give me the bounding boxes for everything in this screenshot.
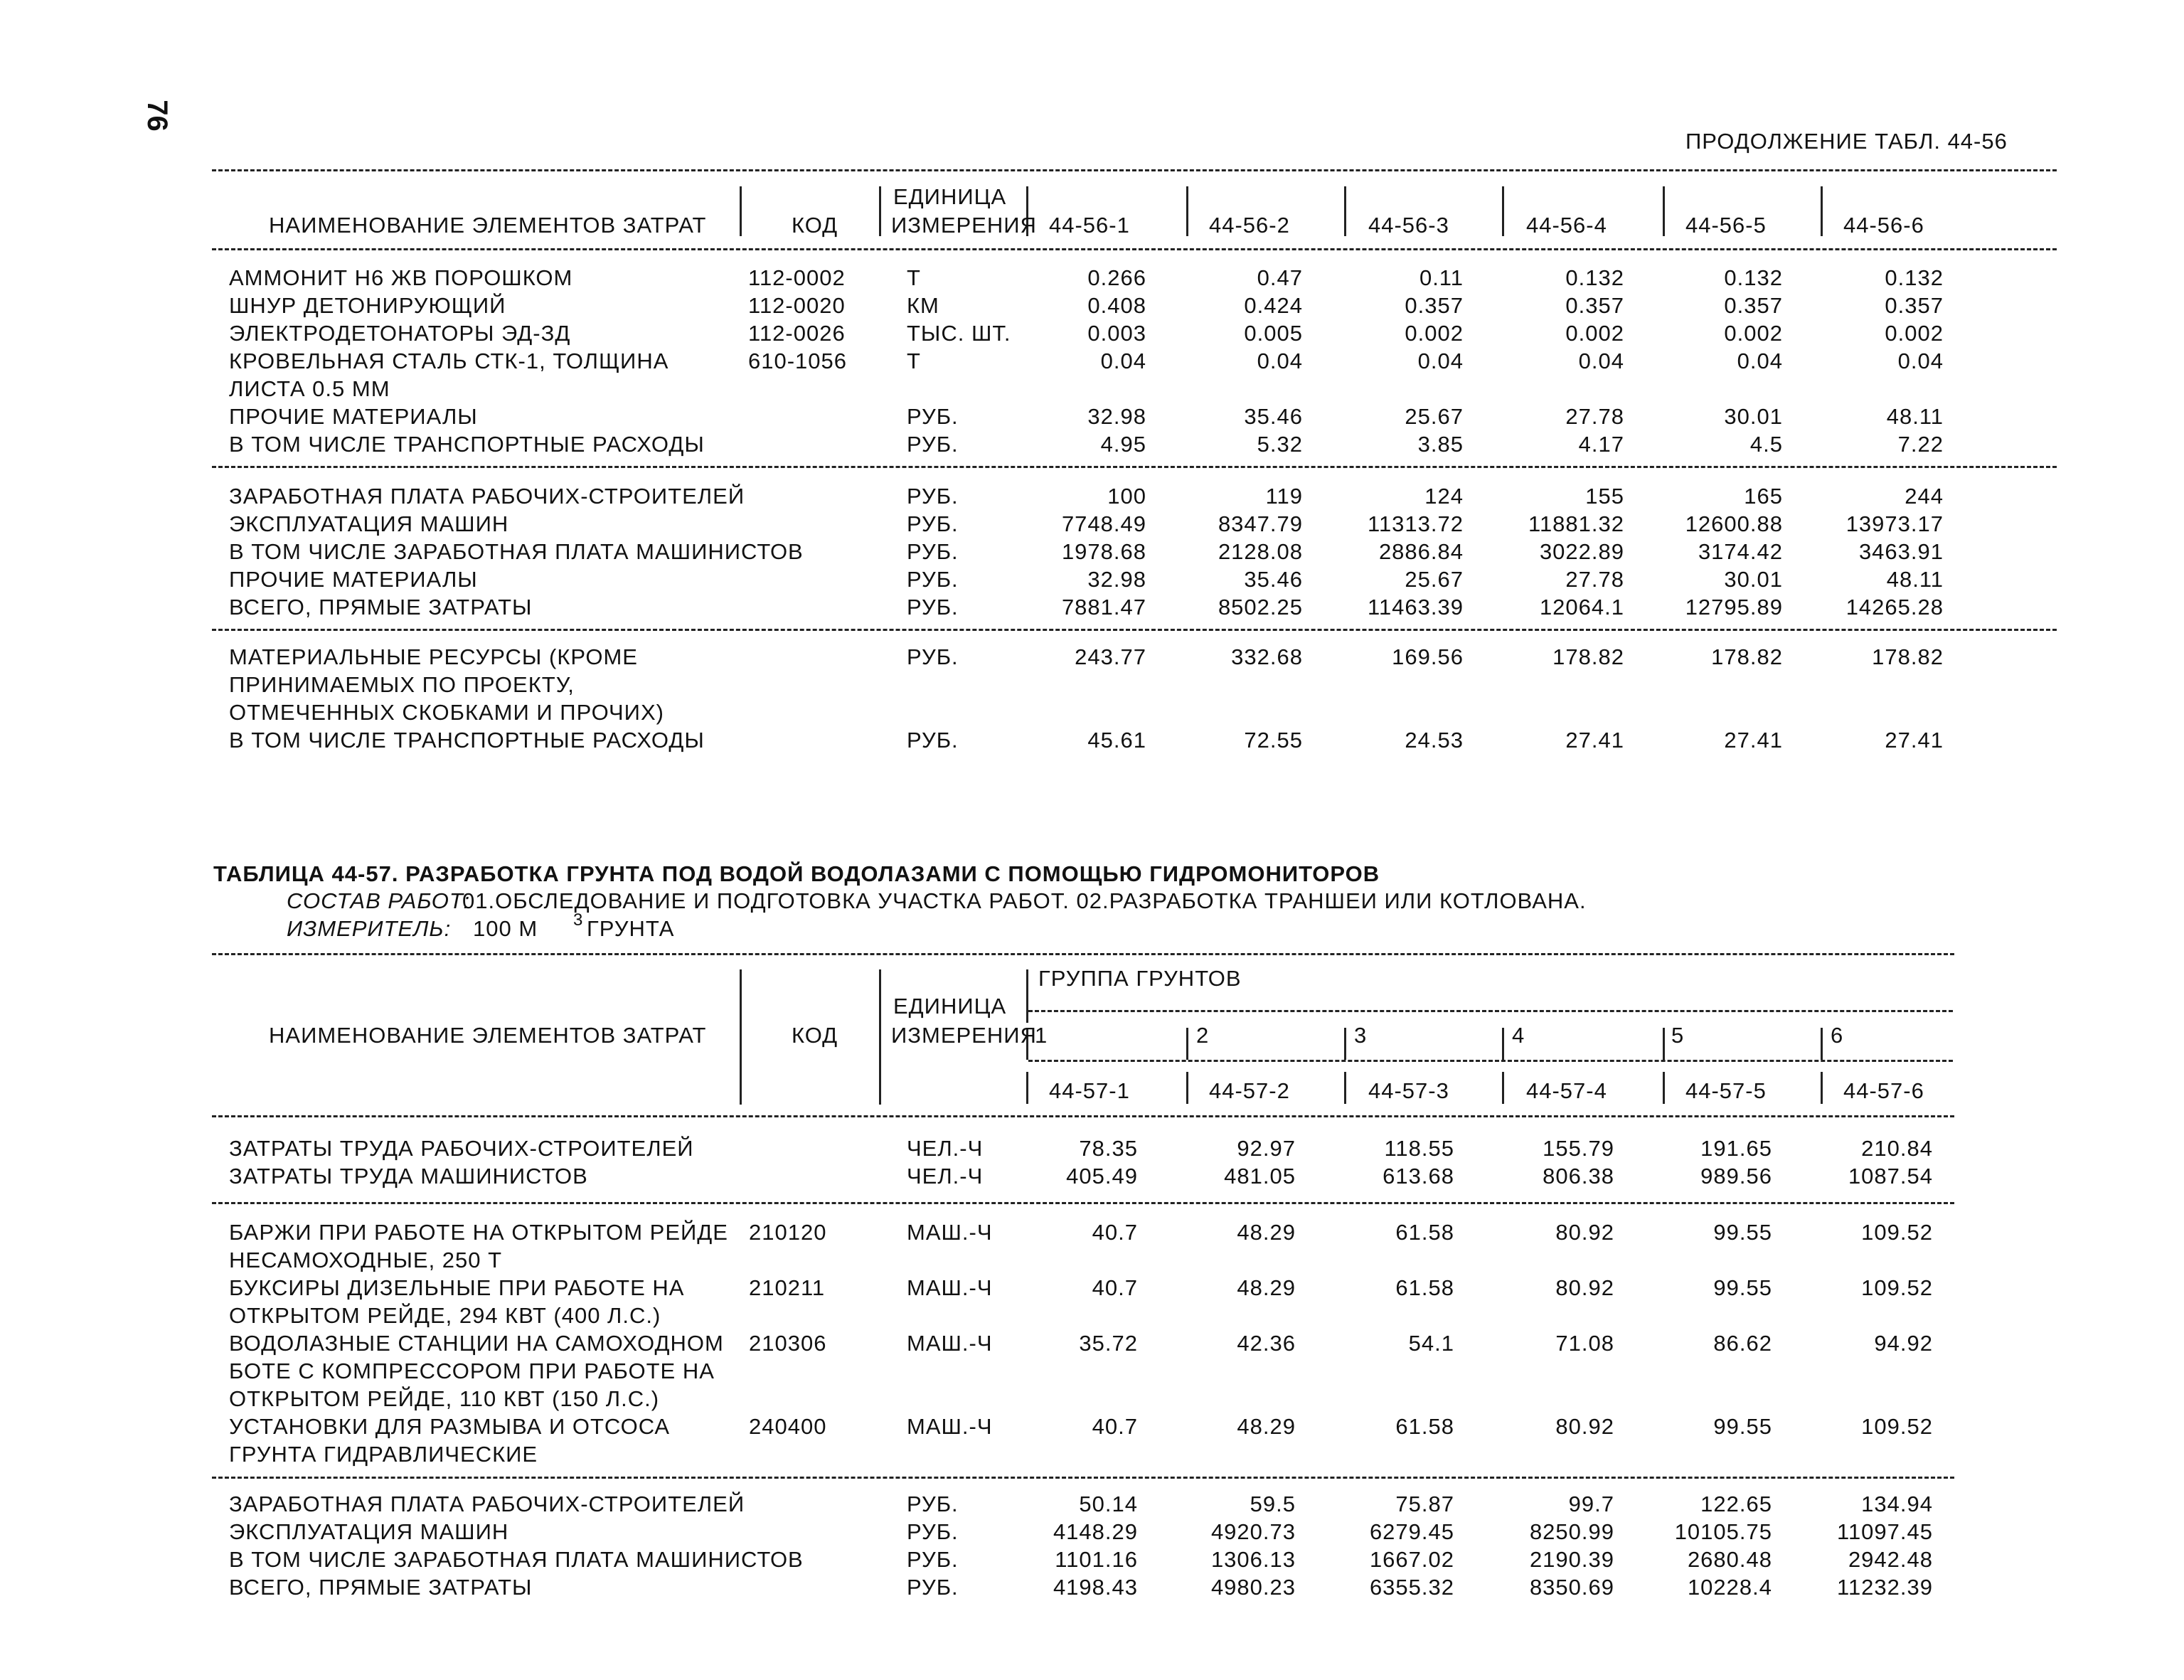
column-header-44-56-3: 44-56-3 bbox=[1368, 213, 1449, 238]
value-cell: 99.55 bbox=[1713, 1220, 1772, 1245]
value-cell: 11463.39 bbox=[1368, 595, 1464, 620]
value-cell: 1087.54 bbox=[1848, 1164, 1933, 1189]
measure-unit: ГРУНТА bbox=[587, 916, 675, 941]
item-name-line: ЭКСПЛУАТАЦИЯ МАШИН bbox=[229, 1519, 509, 1544]
value-cell: 48.11 bbox=[1886, 567, 1944, 592]
item-name-line: ПРОЧИЕ МАТЕРИАЛЫ bbox=[229, 404, 478, 429]
value-cell: 0.04 bbox=[1737, 349, 1783, 373]
column-divider bbox=[1502, 1072, 1504, 1104]
column-header-44-57-6: 44-57-6 bbox=[1843, 1078, 1924, 1103]
item-name-line: БУКСИРЫ ДИЗЕЛЬНЫЕ ПРИ РАБОТЕ НА bbox=[229, 1275, 685, 1300]
value-cell: 0.47 bbox=[1257, 265, 1303, 290]
value-cell: 72.55 bbox=[1244, 728, 1303, 753]
value-cell: 0.357 bbox=[1405, 293, 1464, 318]
value-cell: 0.04 bbox=[1578, 349, 1624, 373]
text-line bbox=[0, 1358, 2184, 1383]
item-name-line: В ТОМ ЧИСЛЕ ЗАРАБОТНАЯ ПЛАТА МАШИНИСТОВ bbox=[229, 1547, 804, 1572]
unit-header-line1: ЕДИНИЦА bbox=[893, 994, 1007, 1019]
value-cell: 8250.99 bbox=[1529, 1519, 1614, 1544]
value-cell: 78.35 bbox=[1079, 1136, 1138, 1161]
value-cell: 99.7 bbox=[1568, 1492, 1614, 1516]
item-code: 112-0002 bbox=[748, 265, 846, 290]
item-name-line: В ТОМ ЧИСЛЕ ТРАНСПОРТНЫЕ РАСХОДЫ bbox=[229, 728, 705, 753]
column-header-44-56-1: 44-56-1 bbox=[1049, 213, 1130, 238]
measure-label: ИЗМЕРИТЕЛЬ: bbox=[287, 916, 452, 941]
value-cell: 92.97 bbox=[1237, 1136, 1296, 1161]
item-unit: РУБ. bbox=[907, 404, 959, 429]
value-cell: 0.002 bbox=[1405, 321, 1464, 346]
column-divider bbox=[1344, 1028, 1346, 1060]
value-cell: 27.78 bbox=[1565, 404, 1624, 429]
value-cell: 35.46 bbox=[1244, 404, 1303, 429]
work-composition-label: СОСТАВ РАБОТ: bbox=[287, 888, 471, 913]
item-name-line: ВСЕГО, ПРЯМЫЕ ЗАТРАТЫ bbox=[229, 1575, 533, 1600]
item-name-line: ЗАРАБОТНАЯ ПЛАТА РАБОЧИХ-СТРОИТЕЛЕЙ bbox=[229, 1492, 745, 1516]
continuation-caption: ПРОДОЛЖЕНИЕ ТАБЛ. 44-56 bbox=[1685, 129, 2008, 154]
value-cell: 30.01 bbox=[1724, 404, 1783, 429]
value-cell: 806.38 bbox=[1543, 1164, 1614, 1189]
dashed-rule bbox=[212, 1477, 1954, 1479]
value-cell: 2680.48 bbox=[1687, 1547, 1772, 1572]
dashed-rule bbox=[1028, 1060, 1953, 1062]
value-cell: 0.266 bbox=[1087, 265, 1146, 290]
item-unit: РУБ. bbox=[907, 567, 959, 592]
item-code: 240400 bbox=[749, 1414, 827, 1439]
dashed-rule bbox=[212, 1202, 1954, 1204]
column-divider bbox=[879, 186, 881, 236]
column-header-44-57-2: 44-57-2 bbox=[1209, 1078, 1290, 1103]
value-cell: 35.72 bbox=[1079, 1331, 1138, 1356]
unit-header-line1: ЕДИНИЦА bbox=[893, 184, 1007, 209]
text-line bbox=[0, 431, 2184, 457]
value-cell: 119 bbox=[1265, 484, 1303, 509]
value-cell: 5.32 bbox=[1257, 432, 1303, 457]
value-cell: 24.53 bbox=[1405, 728, 1464, 753]
item-name-line: БАРЖИ ПРИ РАБОТЕ НА ОТКРЫТОМ РЕЙДЕ bbox=[229, 1220, 728, 1245]
item-name-line: ЗАТРАТЫ ТРУДА РАБОЧИХ-СТРОИТЕЛЕЙ bbox=[229, 1136, 694, 1161]
column-divider bbox=[1502, 1028, 1504, 1060]
value-cell: 99.55 bbox=[1713, 1414, 1772, 1439]
value-cell: 3463.91 bbox=[1858, 539, 1944, 564]
item-name-line: ОТМЕЧЕННЫХ СКОБКАМИ И ПРОЧИХ) bbox=[229, 700, 664, 725]
item-name-line: ШНУР ДЕТОНИРУЮЩИЙ bbox=[229, 293, 506, 318]
item-code: 210211 bbox=[749, 1275, 826, 1300]
item-name-line: ЭЛЕКТРОДЕТОНАТОРЫ ЭД-ЗД bbox=[229, 321, 571, 346]
column-divider bbox=[740, 969, 742, 1105]
value-cell: 0.04 bbox=[1100, 349, 1146, 373]
column-divider bbox=[1821, 186, 1823, 236]
soil-group-number: 1 bbox=[1035, 1023, 1048, 1048]
value-cell: 40.7 bbox=[1092, 1414, 1138, 1439]
value-cell: 75.87 bbox=[1395, 1492, 1454, 1516]
value-cell: 0.002 bbox=[1565, 321, 1624, 346]
value-cell: 1978.68 bbox=[1061, 539, 1146, 564]
value-cell: 71.08 bbox=[1555, 1331, 1614, 1356]
item-name-line: ЗАРАБОТНАЯ ПЛАТА РАБОЧИХ-СТРОИТЕЛЕЙ bbox=[229, 484, 745, 509]
soil-group-label: ГРУППА ГРУНТОВ bbox=[1038, 966, 1242, 991]
text-line bbox=[0, 594, 2184, 620]
value-cell: 4.5 bbox=[1749, 432, 1783, 457]
value-cell: 48.11 bbox=[1886, 404, 1944, 429]
value-cell: 94.92 bbox=[1874, 1331, 1933, 1356]
column-divider bbox=[1186, 186, 1188, 236]
value-cell: 191.65 bbox=[1700, 1136, 1772, 1161]
text-line bbox=[0, 128, 2184, 154]
text-line bbox=[0, 671, 2184, 697]
item-name-line: УСТАНОВКИ ДЛЯ РАЗМЫВА И ОТСОСА bbox=[229, 1414, 671, 1439]
value-cell: 80.92 bbox=[1555, 1275, 1614, 1300]
item-unit: МАШ.-Ч bbox=[907, 1331, 993, 1356]
value-cell: 61.58 bbox=[1395, 1220, 1454, 1245]
column-divider bbox=[1663, 186, 1665, 236]
name-column-header: НАИМЕНОВАНИЕ ЭЛЕМЕНТОВ ЗАТРАТ bbox=[269, 213, 707, 238]
item-unit: ТЫС. ШТ. bbox=[907, 321, 1011, 346]
text-line bbox=[0, 1330, 2184, 1356]
column-divider bbox=[1344, 186, 1346, 236]
value-cell: 1306.13 bbox=[1210, 1547, 1296, 1572]
column-header-44-56-6: 44-56-6 bbox=[1843, 213, 1924, 238]
column-divider bbox=[1026, 969, 1028, 1023]
value-cell: 54.1 bbox=[1408, 1331, 1454, 1356]
column-header-44-56-2: 44-56-2 bbox=[1209, 213, 1290, 238]
value-cell: 0.04 bbox=[1417, 349, 1464, 373]
value-cell: 8347.79 bbox=[1218, 511, 1303, 536]
value-cell: 4920.73 bbox=[1210, 1519, 1296, 1544]
item-name-line: МАТЕРИАЛЬНЫЕ РЕСУРСЫ (КРОМЕ bbox=[229, 644, 638, 669]
value-cell: 989.56 bbox=[1700, 1164, 1772, 1189]
value-cell: 61.58 bbox=[1395, 1275, 1454, 1300]
item-unit: РУБ. bbox=[907, 595, 959, 620]
value-cell: 3022.89 bbox=[1539, 539, 1624, 564]
value-cell: 40.7 bbox=[1092, 1220, 1138, 1245]
value-cell: 0.357 bbox=[1724, 293, 1783, 318]
item-unit: РУБ. bbox=[907, 484, 959, 509]
value-cell: 0.132 bbox=[1885, 265, 1944, 290]
item-unit: РУБ. bbox=[907, 511, 959, 536]
value-cell: 178.82 bbox=[1711, 644, 1783, 669]
value-cell: 99.55 bbox=[1713, 1275, 1772, 1300]
text-line bbox=[0, 320, 2184, 346]
value-cell: 12064.1 bbox=[1539, 595, 1624, 620]
value-cell: 1101.16 bbox=[1055, 1547, 1138, 1572]
column-header-44-57-4: 44-57-4 bbox=[1526, 1078, 1607, 1103]
value-cell: 86.62 bbox=[1713, 1331, 1772, 1356]
text-line bbox=[0, 699, 2184, 725]
value-cell: 613.68 bbox=[1383, 1164, 1454, 1189]
value-cell: 0.132 bbox=[1724, 265, 1783, 290]
value-cell: 8502.25 bbox=[1218, 595, 1303, 620]
value-cell: 25.67 bbox=[1405, 567, 1464, 592]
item-unit: МАШ.-Ч bbox=[907, 1414, 993, 1439]
value-cell: 0.11 bbox=[1419, 265, 1464, 290]
column-divider bbox=[740, 186, 742, 236]
item-name-line: ЛИСТА 0.5 ММ bbox=[229, 376, 390, 401]
value-cell: 0.002 bbox=[1724, 321, 1783, 346]
value-cell: 155.79 bbox=[1543, 1136, 1614, 1161]
code-column-header: КОД bbox=[792, 1023, 838, 1048]
value-cell: 11313.72 bbox=[1368, 511, 1464, 536]
column-divider bbox=[1821, 1072, 1823, 1104]
value-cell: 35.46 bbox=[1244, 567, 1303, 592]
item-name-line: В ТОМ ЧИСЛЕ ЗАРАБОТНАЯ ПЛАТА МАШИНИСТОВ bbox=[229, 539, 804, 564]
value-cell: 11097.45 bbox=[1837, 1519, 1933, 1544]
value-cell: 80.92 bbox=[1555, 1220, 1614, 1245]
item-name-line: ЭКСПЛУАТАЦИЯ МАШИН bbox=[229, 511, 509, 536]
value-cell: 109.52 bbox=[1861, 1220, 1933, 1245]
text-line bbox=[0, 483, 2184, 509]
table-title: ТАБЛИЦА 44-57. РАЗРАБОТКА ГРУНТА ПОД ВОДОЙ ВОДОЛАЗАМИ С ПОМОЩЬЮ ГИДРОМОНИТОРОВ bbox=[213, 861, 1380, 886]
page-number: 76 bbox=[141, 100, 173, 132]
text-line bbox=[0, 212, 2184, 238]
dashed-rule bbox=[212, 169, 2057, 171]
item-code: 112-0026 bbox=[748, 321, 846, 346]
item-code: 210120 bbox=[749, 1220, 827, 1245]
value-cell: 30.01 bbox=[1724, 567, 1783, 592]
value-cell: 0.408 bbox=[1087, 293, 1146, 318]
value-cell: 11881.32 bbox=[1528, 511, 1624, 536]
value-cell: 32.98 bbox=[1087, 404, 1146, 429]
text-line bbox=[0, 1219, 2184, 1245]
value-cell: 27.41 bbox=[1565, 728, 1624, 753]
value-cell: 2886.84 bbox=[1378, 539, 1464, 564]
measure-value: 100 М bbox=[473, 916, 538, 941]
value-cell: 210.84 bbox=[1861, 1136, 1933, 1161]
value-cell: 178.82 bbox=[1872, 644, 1944, 669]
dashed-rule bbox=[212, 953, 1954, 955]
unit-header-line2: ИЗМЕРЕНИЯ bbox=[891, 213, 1037, 238]
column-divider bbox=[1344, 1072, 1346, 1104]
item-unit: РУБ. bbox=[907, 432, 959, 457]
value-cell: 48.29 bbox=[1237, 1414, 1296, 1439]
text-line bbox=[0, 965, 2184, 991]
value-cell: 80.92 bbox=[1555, 1414, 1614, 1439]
value-cell: 0.04 bbox=[1257, 349, 1303, 373]
dashed-rule bbox=[212, 1115, 1954, 1117]
value-cell: 8350.69 bbox=[1529, 1575, 1614, 1600]
value-cell: 0.357 bbox=[1885, 293, 1944, 318]
item-name-line: ПРОЧИЕ МАТЕРИАЛЫ bbox=[229, 567, 478, 592]
work-composition-text: 01.ОБСЛЕДОВАНИЕ И ПОДГОТОВКА УЧАСТКА РАБОТ. 02.РАЗРАБОТКА ТРАНШЕИ ИЛИ КОТЛОВАНА. bbox=[462, 888, 1587, 913]
item-name-line: БОТЕ С КОМПРЕССОРОМ ПРИ РАБОТЕ НА bbox=[229, 1359, 715, 1383]
value-cell: 2942.48 bbox=[1848, 1547, 1933, 1572]
unit-header-line2: ИЗМЕРЕНИЯ bbox=[891, 1023, 1037, 1048]
text-line bbox=[0, 1163, 2184, 1189]
value-cell: 109.52 bbox=[1861, 1414, 1933, 1439]
value-cell: 48.29 bbox=[1237, 1220, 1296, 1245]
item-name-line: ВСЕГО, ПРЯМЫЕ ЗАТРАТЫ bbox=[229, 595, 533, 620]
item-unit: РУБ. bbox=[907, 1575, 959, 1600]
value-cell: 0.04 bbox=[1897, 349, 1944, 373]
text-line bbox=[0, 1247, 2184, 1272]
column-divider bbox=[1663, 1028, 1665, 1060]
column-divider bbox=[1186, 1072, 1188, 1104]
value-cell: 50.14 bbox=[1079, 1492, 1138, 1516]
value-cell: 118.55 bbox=[1384, 1136, 1454, 1161]
value-cell: 178.82 bbox=[1552, 644, 1624, 669]
dashed-rule bbox=[212, 466, 2057, 468]
soil-group-number: 4 bbox=[1512, 1023, 1525, 1048]
item-name-line: ОТКРЫТОМ РЕЙДЕ, 110 КВТ (150 Л.С.) bbox=[229, 1386, 660, 1411]
item-unit: ЧЕЛ.-Ч bbox=[907, 1164, 984, 1189]
value-cell: 481.05 bbox=[1224, 1164, 1296, 1189]
item-unit: МАШ.-Ч bbox=[907, 1275, 993, 1300]
column-divider bbox=[1663, 1072, 1665, 1104]
value-cell: 27.41 bbox=[1724, 728, 1783, 753]
value-cell: 0.003 bbox=[1087, 321, 1146, 346]
value-cell: 14265.28 bbox=[1845, 595, 1944, 620]
column-divider bbox=[1026, 1072, 1028, 1104]
value-cell: 7881.47 bbox=[1061, 595, 1146, 620]
item-unit: КМ bbox=[907, 293, 939, 318]
text-line bbox=[0, 348, 2184, 373]
value-cell: 4148.29 bbox=[1053, 1519, 1138, 1544]
item-code: 610-1056 bbox=[748, 349, 848, 373]
item-unit: ЧЕЛ.-Ч bbox=[907, 1136, 984, 1161]
item-name-line: КРОВЕЛЬНАЯ СТАЛЬ СТК-1, ТОЛЩИНА bbox=[229, 349, 669, 373]
value-cell: 61.58 bbox=[1395, 1414, 1454, 1439]
value-cell: 405.49 bbox=[1066, 1164, 1138, 1189]
value-cell: 4.95 bbox=[1100, 432, 1146, 457]
item-name-line: В ТОМ ЧИСЛЕ ТРАНСПОРТНЫЕ РАСХОДЫ bbox=[229, 432, 705, 457]
value-cell: 109.52 bbox=[1861, 1275, 1933, 1300]
value-cell: 2190.39 bbox=[1529, 1547, 1614, 1572]
item-name-line: ВОДОЛАЗНЫЕ СТАНЦИИ НА САМОХОДНОМ bbox=[229, 1331, 724, 1356]
column-header-44-56-4: 44-56-4 bbox=[1526, 213, 1607, 238]
value-cell: 2128.08 bbox=[1218, 539, 1303, 564]
soil-group-number: 5 bbox=[1671, 1023, 1685, 1048]
name-column-header: НАИМЕНОВАНИЕ ЭЛЕМЕНТОВ ЗАТРАТ bbox=[269, 1023, 707, 1048]
column-divider bbox=[1821, 1028, 1823, 1060]
soil-group-number: 2 bbox=[1196, 1023, 1210, 1048]
value-cell: 59.5 bbox=[1250, 1492, 1296, 1516]
item-name-line: ЗАТРАТЫ ТРУДА МАШИНИСТОВ bbox=[229, 1164, 588, 1189]
item-name-line: НЕСАМОХОДНЫЕ, 250 Т bbox=[229, 1248, 503, 1272]
value-cell: 122.65 bbox=[1700, 1492, 1772, 1516]
column-header-44-57-5: 44-57-5 bbox=[1685, 1078, 1767, 1103]
value-cell: 124 bbox=[1424, 484, 1464, 509]
item-name-line: ГРУНТА ГИДРАВЛИЧЕСКИЕ bbox=[229, 1442, 538, 1467]
value-cell: 32.98 bbox=[1087, 567, 1146, 592]
dashed-rule bbox=[212, 629, 2057, 631]
text-line bbox=[0, 1413, 2184, 1439]
dashed-rule bbox=[1028, 1010, 1953, 1012]
value-cell: 155 bbox=[1585, 484, 1624, 509]
value-cell: 0.424 bbox=[1244, 293, 1303, 318]
text-line bbox=[0, 910, 2184, 941]
text-line bbox=[0, 1574, 2184, 1600]
text-line bbox=[0, 1302, 2184, 1328]
item-unit: Т bbox=[907, 349, 921, 373]
value-cell: 13973.17 bbox=[1845, 511, 1944, 536]
value-cell: 45.61 bbox=[1087, 728, 1146, 753]
value-cell: 4980.23 bbox=[1210, 1575, 1296, 1600]
item-unit: РУБ. bbox=[907, 1547, 959, 1572]
value-cell: 12600.88 bbox=[1685, 511, 1783, 536]
column-header-44-56-5: 44-56-5 bbox=[1685, 213, 1767, 238]
value-cell: 42.36 bbox=[1237, 1331, 1296, 1356]
value-cell: 6279.45 bbox=[1369, 1519, 1454, 1544]
text-line bbox=[0, 1135, 2184, 1161]
value-cell: 244 bbox=[1905, 484, 1944, 509]
item-unit: Т bbox=[907, 265, 921, 290]
value-cell: 40.7 bbox=[1092, 1275, 1138, 1300]
value-cell: 134.94 bbox=[1861, 1492, 1933, 1516]
text-line bbox=[0, 538, 2184, 564]
value-cell: 27.41 bbox=[1885, 728, 1944, 753]
value-cell: 4.17 bbox=[1578, 432, 1624, 457]
measure-exponent: 3 bbox=[573, 910, 584, 930]
value-cell: 3174.42 bbox=[1698, 539, 1783, 564]
value-cell: 7.22 bbox=[1897, 432, 1944, 457]
value-cell: 169.56 bbox=[1392, 644, 1464, 669]
column-divider bbox=[1502, 186, 1504, 236]
value-cell: 10228.4 bbox=[1687, 1575, 1772, 1600]
item-code: 112-0020 bbox=[748, 293, 846, 318]
soil-group-number: 6 bbox=[1831, 1023, 1844, 1048]
text-line bbox=[0, 292, 2184, 318]
text-line bbox=[0, 993, 2184, 1019]
value-cell: 4198.43 bbox=[1053, 1575, 1138, 1600]
column-header-44-57-3: 44-57-3 bbox=[1368, 1078, 1449, 1103]
value-cell: 0.132 bbox=[1565, 265, 1624, 290]
value-cell: 165 bbox=[1744, 484, 1783, 509]
column-divider bbox=[1186, 1028, 1188, 1060]
text-line bbox=[0, 727, 2184, 753]
item-unit: РУБ. bbox=[907, 1492, 959, 1516]
item-unit: РУБ. bbox=[907, 728, 959, 753]
item-code: 210306 bbox=[749, 1331, 827, 1356]
value-cell: 7748.49 bbox=[1061, 511, 1146, 536]
value-cell: 0.357 bbox=[1565, 293, 1624, 318]
value-cell: 25.67 bbox=[1405, 404, 1464, 429]
item-name-line: ОТКРЫТОМ РЕЙДЕ, 294 КВТ (400 Л.С.) bbox=[229, 1303, 661, 1328]
value-cell: 11232.39 bbox=[1837, 1575, 1933, 1600]
text-line bbox=[0, 1491, 2184, 1516]
soil-group-number: 3 bbox=[1354, 1023, 1368, 1048]
item-name-line: ПРИНИМАЕМЫХ ПО ПРОЕКТУ, bbox=[229, 672, 575, 697]
dashed-rule bbox=[212, 248, 2057, 250]
text-line bbox=[0, 1022, 2184, 1048]
item-unit: МАШ.-Ч bbox=[907, 1220, 993, 1245]
value-cell: 1667.02 bbox=[1369, 1547, 1454, 1572]
value-cell: 6355.32 bbox=[1369, 1575, 1454, 1600]
item-unit: РУБ. bbox=[907, 1519, 959, 1544]
item-unit: РУБ. bbox=[907, 539, 959, 564]
value-cell: 3.85 bbox=[1417, 432, 1464, 457]
value-cell: 0.002 bbox=[1885, 321, 1944, 346]
item-name-line: АММОНИТ Н6 ЖВ ПОРОШКОМ bbox=[229, 265, 573, 290]
code-column-header: КОД bbox=[792, 213, 838, 238]
value-cell: 12795.89 bbox=[1685, 595, 1783, 620]
value-cell: 48.29 bbox=[1237, 1275, 1296, 1300]
value-cell: 243.77 bbox=[1075, 644, 1146, 669]
value-cell: 100 bbox=[1107, 484, 1146, 509]
value-cell: 0.005 bbox=[1244, 321, 1303, 346]
text-line bbox=[0, 403, 2184, 429]
value-cell: 332.68 bbox=[1231, 644, 1303, 669]
text-line bbox=[0, 1546, 2184, 1572]
text-line bbox=[0, 1441, 2184, 1467]
item-unit: РУБ. bbox=[907, 644, 959, 669]
value-cell: 27.78 bbox=[1565, 567, 1624, 592]
value-cell: 10105.75 bbox=[1674, 1519, 1772, 1544]
text-line bbox=[0, 566, 2184, 592]
column-divider bbox=[879, 969, 881, 1105]
column-header-44-57-1: 44-57-1 bbox=[1049, 1078, 1130, 1103]
